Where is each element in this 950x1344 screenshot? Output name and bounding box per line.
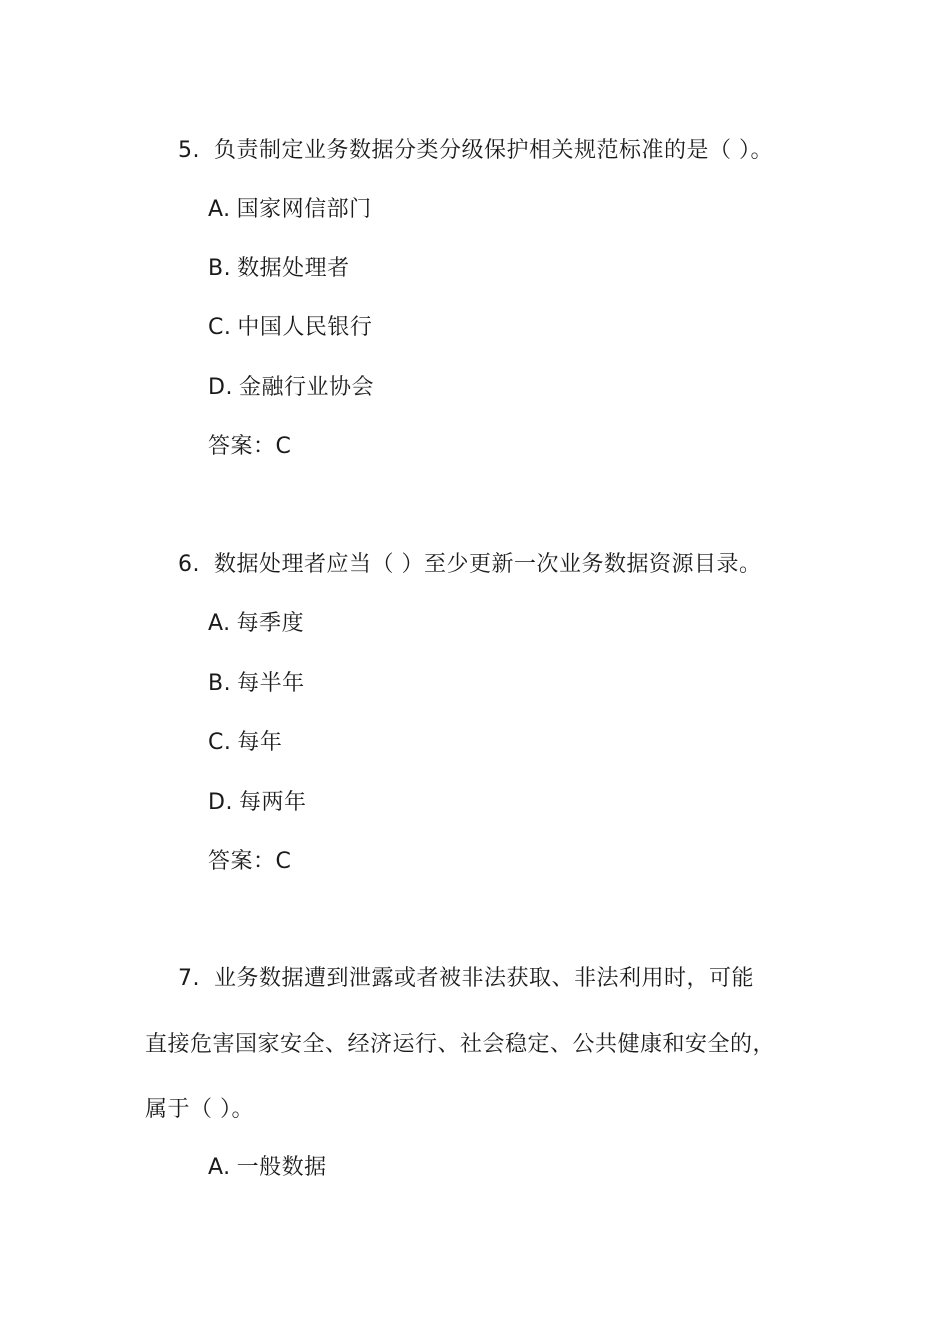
question-number: 6. (178, 552, 200, 577)
question-text: 业务数据遭到泄露或者被非法获取、非法利用时，可能 (214, 966, 755, 991)
option-letter: A. (208, 611, 231, 636)
question-6-option-d (208, 788, 306, 818)
question-5-option-c (208, 313, 372, 343)
option-text: 每季度 (236, 611, 305, 636)
option-text: 一般数据 (236, 1155, 327, 1180)
question-6-option-c (208, 728, 282, 758)
option-letter: C. (208, 730, 232, 755)
question-7-stem-line-3: 属于（ ）。 (145, 1097, 254, 1122)
question-6-option-a (208, 609, 304, 639)
option-text: 中国人民银行 (237, 315, 373, 340)
option-letter: C. (208, 315, 232, 340)
question-7-stem-line-2: 直接危害国家安全、经济运行、社会稳定、公共健康和安全的， (145, 1032, 776, 1057)
option-text: 国家网信部门 (236, 197, 372, 222)
question-7-option-a (208, 1153, 327, 1183)
option-text: 每两年 (238, 790, 307, 815)
option-letter: B. (208, 256, 232, 281)
question-5-option-d (208, 373, 374, 403)
question-number: 7. (178, 966, 200, 991)
question-6-stem (178, 550, 762, 580)
option-letter: A. (208, 197, 231, 222)
question-5-option-a (208, 195, 372, 225)
question-7-stem-line-1 (178, 964, 754, 994)
option-letter: B. (208, 671, 232, 696)
option-letter: A. (208, 1155, 231, 1180)
question-5-option-b (208, 254, 350, 284)
question-5-stem (178, 136, 773, 166)
option-text: 数据处理者 (237, 256, 350, 281)
option-text: 金融行业协会 (238, 375, 374, 400)
question-6-answer: 答案：C (208, 849, 292, 874)
question-6-option-b (208, 669, 305, 699)
question-text: 数据处理者应当（ ）至少更新一次业务数据资源目录。 (214, 552, 762, 577)
option-text: 每半年 (237, 671, 305, 696)
option-letter: D. (208, 790, 233, 815)
question-5-answer: 答案：C (208, 434, 292, 459)
option-letter: D. (208, 375, 233, 400)
question-text: 负责制定业务数据分类分级保护相关规范标准的是（ ）。 (214, 138, 773, 163)
option-text: 每年 (237, 730, 283, 755)
question-number: 5. (178, 138, 200, 163)
